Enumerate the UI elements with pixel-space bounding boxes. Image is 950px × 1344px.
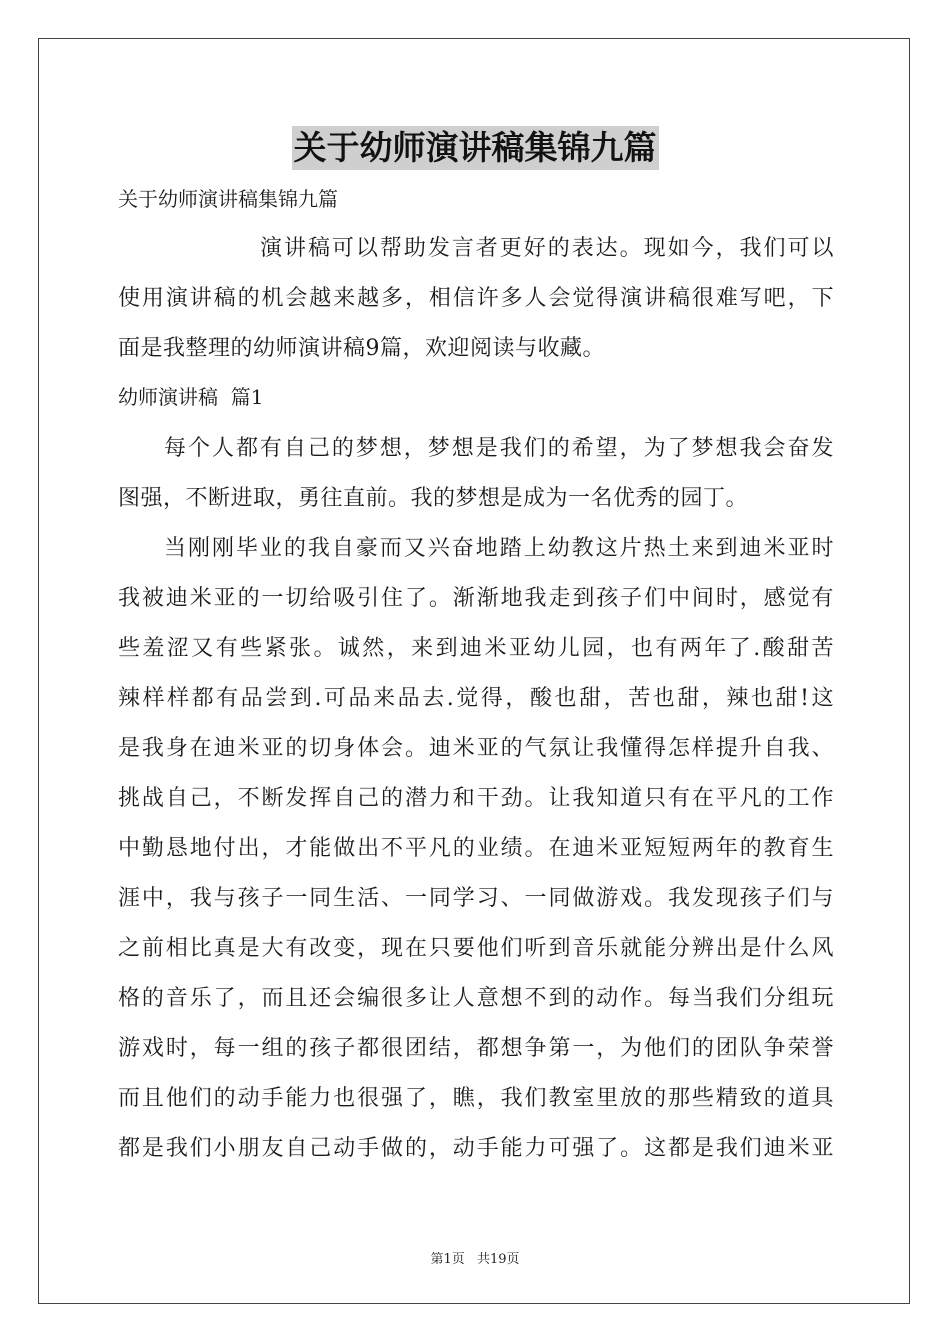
paragraph-2 xyxy=(118,524,834,1174)
paragraph-line: 挑战自己，不断发挥自己的潜力和干劲。让我知道只有在平凡的工作 xyxy=(118,786,834,811)
page-number: 第1页 xyxy=(430,1252,465,1267)
intro-paragraph xyxy=(118,224,834,374)
section-heading: 幼师演讲稿 篇1 xyxy=(118,385,264,409)
intro-line: 演讲稿可以帮助发言者更好的表达。现如今，我们可以 xyxy=(260,236,834,261)
intro-line: 面是我整理的幼师演讲稿9篇，欢迎阅读与收藏。 xyxy=(118,336,605,361)
paragraph-line: 当刚刚毕业的我自豪而又兴奋地踏上幼教这片热土来到迪米亚时 xyxy=(164,536,834,561)
paragraph-line: 之前相比真是大有改变，现在只要他们听到音乐就能分辨出是什么风 xyxy=(118,936,834,961)
paragraph-line: 而且他们的动手能力也很强了，瞧，我们教室里放的那些精致的道具 xyxy=(118,1086,834,1111)
paragraph-1 xyxy=(118,424,834,524)
page-total: 共19页 xyxy=(476,1252,520,1267)
paragraph-line: 些羞涩又有些紧张。诚然，来到迪米亚幼儿园，也有两年了.酸甜苦 xyxy=(118,636,834,661)
page-footer xyxy=(0,1248,950,1267)
paragraph-line: 我被迪米亚的一切给吸引住了。渐渐地我走到孩子们中间时，感觉有 xyxy=(118,586,834,611)
paragraph-line: 游戏时，每一组的孩子都很团结，都想争第一，为他们的团队争荣誉 xyxy=(118,1036,834,1061)
document-subtitle: 关于幼师演讲稿集锦九篇 xyxy=(118,187,338,211)
title-container xyxy=(0,126,950,170)
intro-line: 使用演讲稿的机会越来越多，相信许多人会觉得演讲稿很难写吧，下 xyxy=(118,286,834,311)
paragraph-line: 格的音乐了，而且还会编很多让人意想不到的动作。每当我们分组玩 xyxy=(118,986,834,1011)
paragraph-line: 中勤恳地付出，才能做出不平凡的业绩。在迪米亚短短两年的教育生 xyxy=(118,836,834,861)
paragraph-line: 都是我们小朋友自己动手做的，动手能力可强了。这都是我们迪米亚 xyxy=(118,1136,834,1161)
paragraph-line: 辣样样都有品尝到.可品来品去.觉得，酸也甜，苦也甜，辣也甜!这 xyxy=(118,686,834,711)
paragraph-line: 每个人都有自己的梦想，梦想是我们的希望，为了梦想我会奋发 xyxy=(164,436,834,461)
paragraph-line: 涯中，我与孩子一同生活、一同学习、一同做游戏。我发现孩子们与 xyxy=(118,886,834,911)
paragraph-line: 图强，不断进取，勇往直前。我的梦想是成为一名优秀的园丁。 xyxy=(118,486,749,511)
document-title: 关于幼师演讲稿集锦九篇 xyxy=(292,126,659,170)
paragraph-line: 是我身在迪米亚的切身体会。迪米亚的气氛让我懂得怎样提升自我、 xyxy=(118,736,834,761)
document-body xyxy=(118,180,834,1174)
